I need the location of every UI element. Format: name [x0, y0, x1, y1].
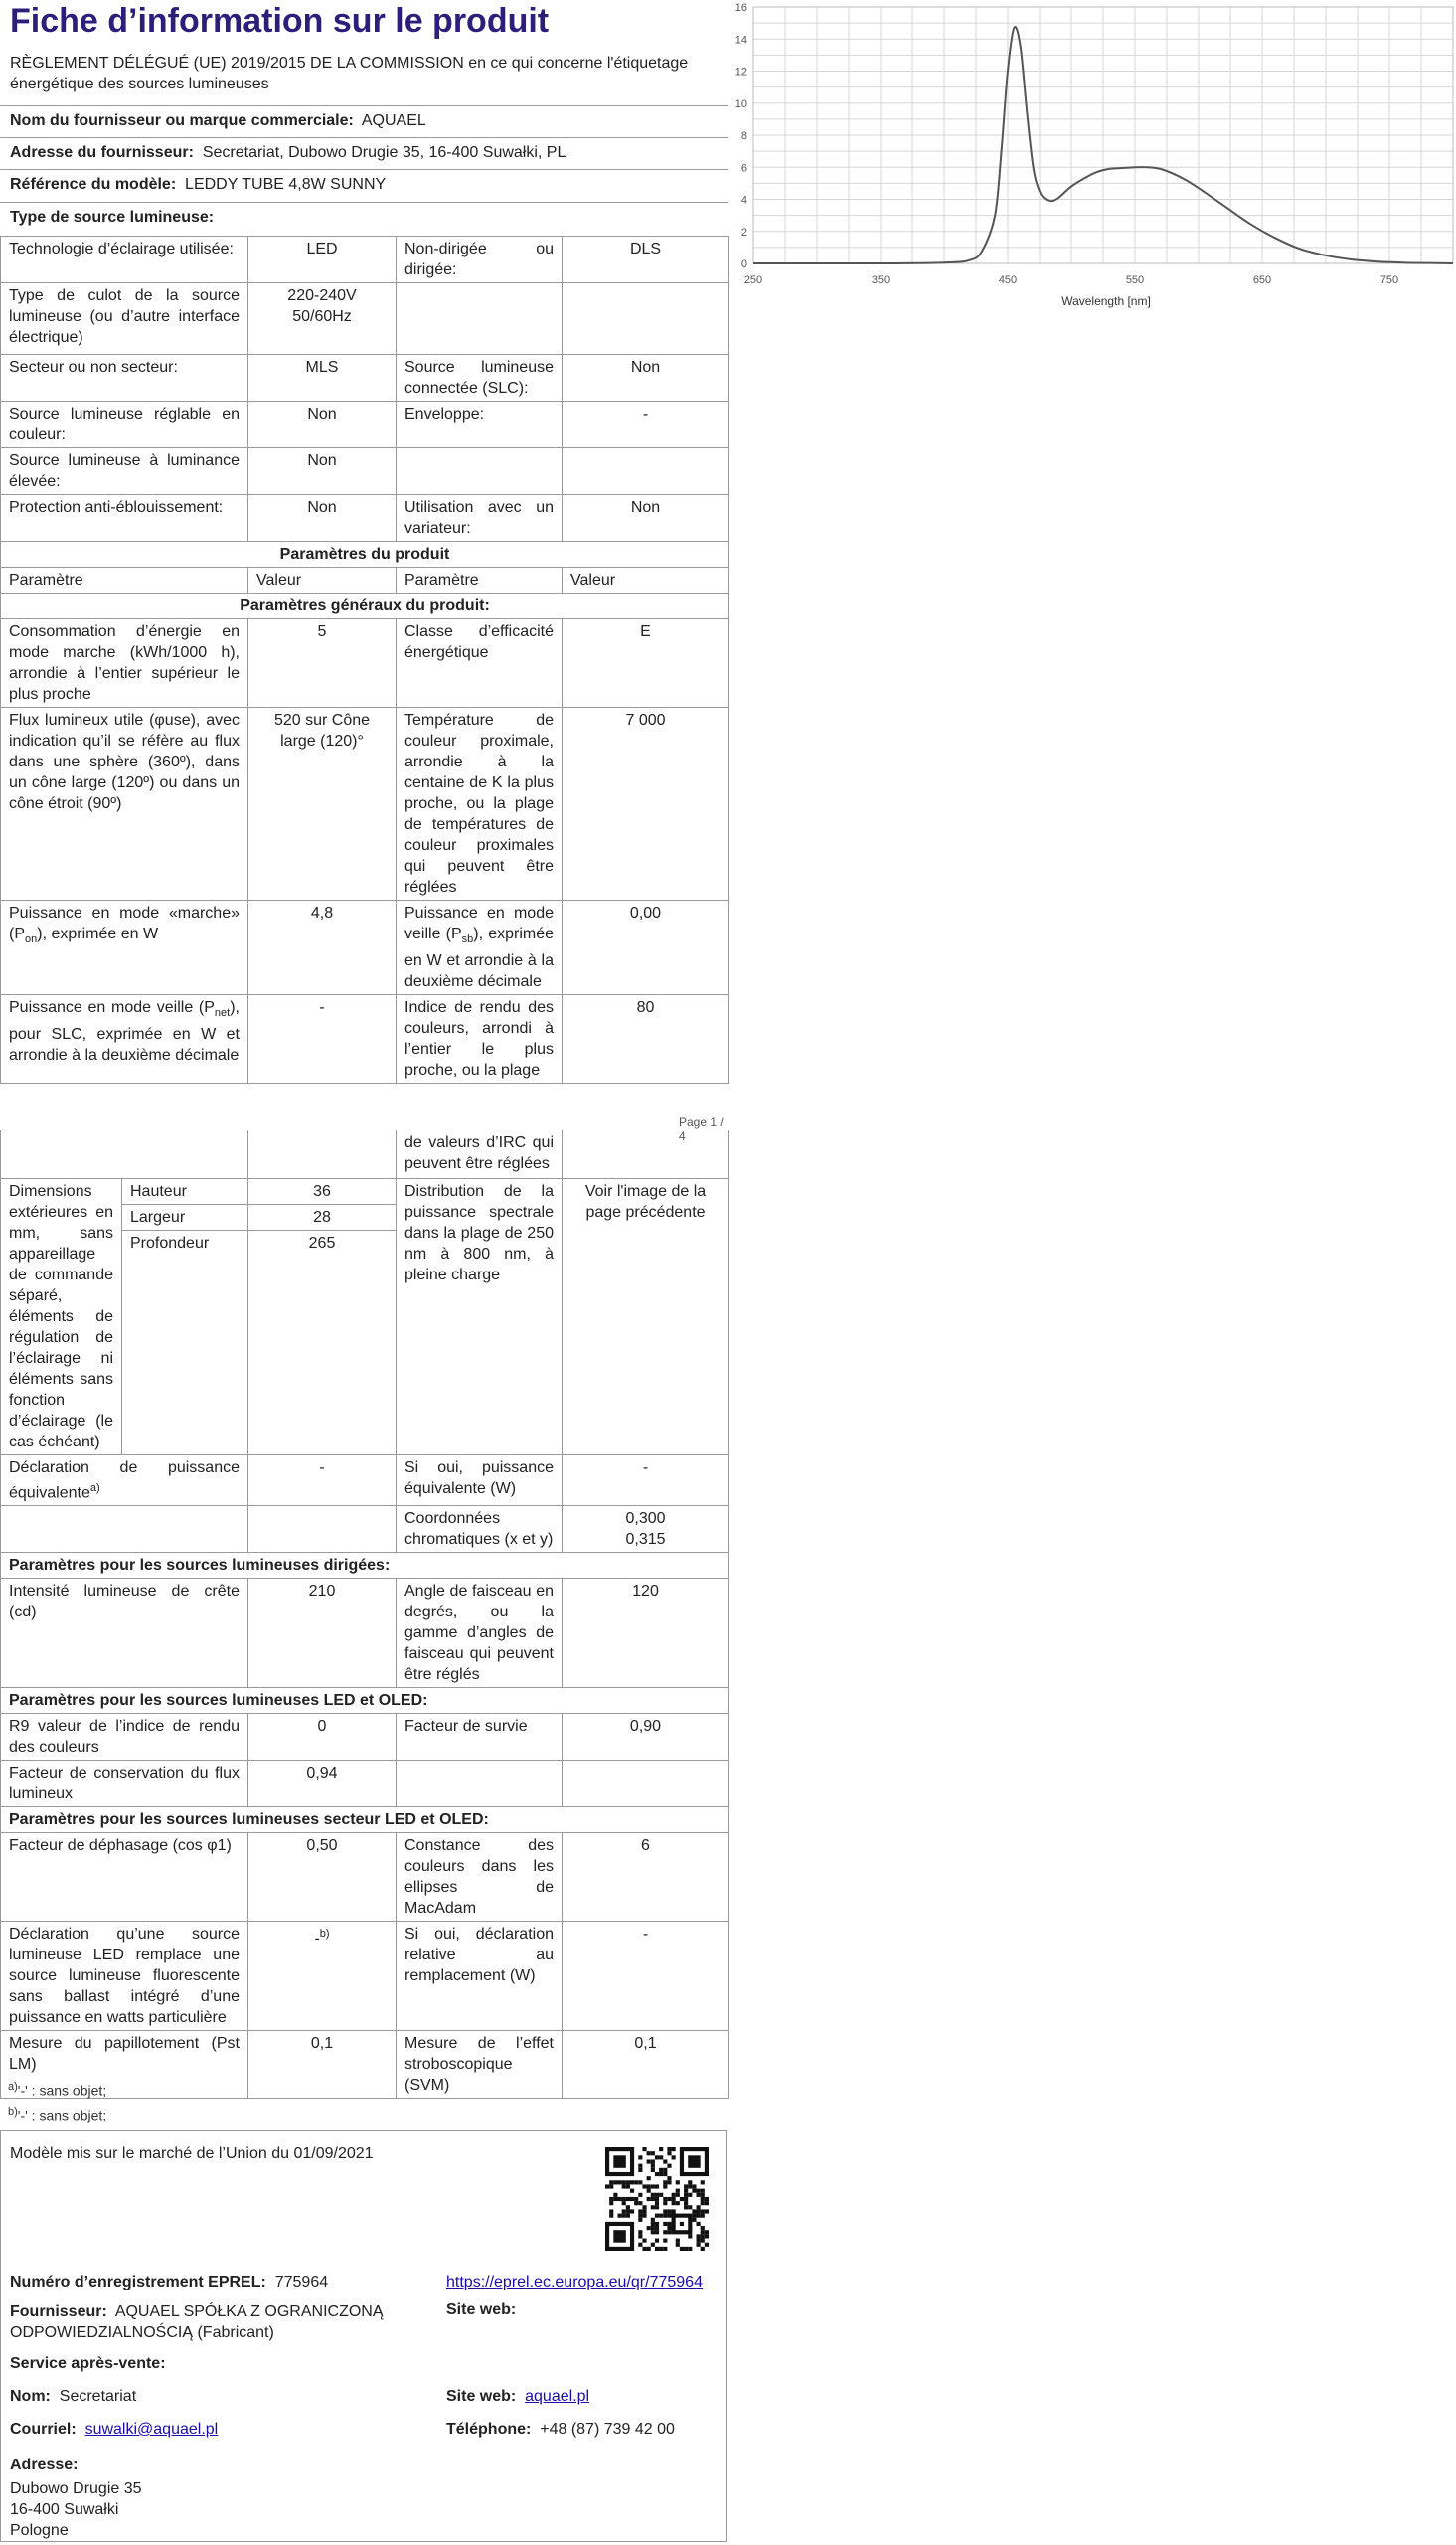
equiv-value: - — [248, 1454, 397, 1505]
macadam-value: 6 — [563, 1832, 729, 1921]
contact-site-row: Site web: aquael.pl — [446, 2388, 590, 2405]
table-row — [1, 1832, 729, 1921]
cct-value: 7 000 — [563, 708, 729, 901]
table-cell — [397, 448, 563, 495]
params-title: Paramètres du produit — [1, 542, 729, 568]
table-cell: - — [563, 402, 729, 448]
r9-label: R9 valeur de l’indice de rendu des couleurs — [1, 1713, 248, 1760]
psb-value: 0,00 — [563, 901, 729, 995]
qr-code-icon — [605, 2147, 709, 2251]
table-cell: LED — [248, 237, 397, 283]
page-title: Fiche d’information sur le produit — [10, 2, 550, 40]
registration-box — [0, 2130, 727, 2542]
table-row — [1, 1578, 729, 1687]
contact-name-row: Nom: Secretariat — [10, 2388, 137, 2405]
equiv-label: Déclaration de puissance équivalente$^{a)}$ — [1, 1454, 248, 1505]
class-value: E — [563, 619, 729, 708]
phone-row: Téléphone: +48 (87) 739 42 00 — [446, 2421, 675, 2438]
col-header-param: Paramètre — [1, 568, 248, 594]
x-tick-label: 750 — [1379, 274, 1399, 286]
col-header-value: Valeur — [248, 568, 397, 594]
table-row — [1, 1687, 729, 1713]
pon-label: Puissance en mode «marche» $(P_{on})$, exprimée en W — [1, 901, 248, 995]
y-tick-label: 10 — [734, 97, 747, 110]
table-row — [1, 594, 729, 619]
chroma-label: Coordonnées chromatiques (x et y) — [397, 1505, 563, 1552]
table-cell — [248, 1505, 397, 1552]
table-row — [1, 995, 729, 1084]
y-tick-label: 2 — [740, 226, 747, 239]
y-tick-label: 16 — [734, 2, 747, 14]
page-number: Page 1 / 4 — [679, 1115, 724, 1143]
table-row — [1, 619, 729, 708]
macadam-label: Constance des couleurs dans les ellipses de MacAdam — [397, 1832, 563, 1921]
energy-label: Consommation d’énergie en mode marche (kWh/1000 h), arrondie à l’entier supérieur le plus proche — [1, 619, 248, 708]
type-row — [0, 202, 728, 233]
flux-label: Flux lumineux utile (φuse), avec indication qu’il se réfère au flux dans une sphère (360º), dans un cône large (120º) ou dans un cône étroit (90º) — [1, 708, 248, 901]
general-params-title: Paramètres généraux du produit: — [1, 594, 729, 619]
table-row — [1, 1713, 729, 1760]
height-value: 36 — [248, 1178, 397, 1204]
psb-label: Puissance en mode veille $(P_{sb})$, exprimée en W et arrondie à la deuxième décimale — [397, 901, 563, 995]
survival-value: 0,90 — [563, 1713, 729, 1760]
energy-value: 5 — [248, 619, 397, 708]
directed-title: Paramètres pour les sources lumineuses dirigées: — [1, 1552, 729, 1578]
table-cell — [563, 1130, 729, 1178]
flicker-value: 0,1 — [248, 2030, 397, 2098]
table-row — [1, 355, 729, 402]
beam-value: 120 — [563, 1578, 729, 1687]
pnet-label: Puissance en mode veille $(P_{net})$, pour SLC, exprimée en W et arrondie à la deuxième décimale — [1, 995, 248, 1084]
site-web-label: Site web: — [446, 2301, 517, 2318]
market-date: Modèle mis sur le marché de l’Union du 01/09/2021 — [10, 2145, 374, 2162]
x-tick-label: 450 — [998, 274, 1018, 286]
site-link[interactable]: aquael.pl — [525, 2388, 590, 2405]
spd-label: Distribution de la puissance spectrale dans la plage de 250 nm à 800 nm, à pleine charge — [397, 1178, 563, 1454]
supplier-address-row — [0, 137, 728, 168]
table-row — [1, 1130, 729, 1178]
table-cell: MLS — [248, 355, 397, 402]
dims-label: Dimensions extérieures en mm, sans appareillage de commande séparé, éléments de régulation de l’éclairage ni éléments sans fonction d’éclairage (le cas échéant) — [1, 1178, 122, 1454]
table-row — [1, 237, 729, 283]
col-header-value: Valeur — [563, 568, 729, 594]
maint-label: Facteur de conservation du flux lumineux — [1, 1760, 248, 1806]
supplier-name-label: Nom du fournisseur ou marque commerciale: — [10, 112, 354, 129]
beam-label: Angle de faisceau en degrés, ou la gamme d’angles de faisceau qui peuvent être réglés — [397, 1578, 563, 1687]
table-cell: Non — [563, 495, 729, 542]
pon-value: 4,8 — [248, 901, 397, 995]
chroma-value: 0,300 0,315 — [563, 1505, 729, 1552]
y-tick-label: 14 — [734, 34, 747, 47]
service-label: Service après-vente: — [10, 2355, 166, 2372]
eprel-link[interactable]: https://eprel.ec.europa.eu/qr/775964 — [446, 2274, 703, 2290]
address-label: Adresse: — [10, 2457, 79, 2473]
table-cell: Source lumineuse à luminance élevée: — [1, 448, 248, 495]
table-cell — [397, 283, 563, 355]
table-cell — [1, 1130, 248, 1178]
depth-label: Profondeur — [122, 1230, 248, 1454]
y-tick-label: 12 — [734, 66, 747, 79]
replace-value: -$^{b)}$ — [248, 1921, 397, 2030]
type-table — [0, 236, 729, 1084]
table-row — [1, 1760, 729, 1806]
table-cell: Technologie d’éclairage utilisée: — [1, 237, 248, 283]
replace-label: Déclaration qu’une source lumineuse LED remplace une source lumineuse fluorescente sans ballast intégré d’une puissance en watts particulière — [1, 1921, 248, 2030]
spectrum-chart — [728, 0, 1456, 318]
x-tick-label: 650 — [1252, 274, 1272, 286]
mains-title: Paramètres pour les sources lumineuses secteur LED et OLED: — [1, 1806, 729, 1832]
table-row — [1, 448, 729, 495]
cri-label: Indice de rendu des couleurs, arrondi à l’entier le plus proche, ou la plage — [397, 995, 563, 1084]
table-row — [1, 1921, 729, 2030]
model-label: Référence du modèle: — [10, 176, 177, 193]
table-cell: Secteur ou non secteur: — [1, 355, 248, 402]
pnet-value: - — [248, 995, 397, 1084]
col-header-param: Paramètre — [397, 568, 563, 594]
table-cell: Source lumineuse réglable en couleur: — [1, 402, 248, 448]
model-row — [0, 169, 728, 200]
led-title: Paramètres pour les sources lumineuses LED et OLED: — [1, 1687, 729, 1713]
x-tick-label: 550 — [1125, 274, 1145, 286]
x-axis-label: Wavelength [nm] — [1061, 294, 1151, 308]
table-cell: Non — [248, 495, 397, 542]
peak-label: Intensité lumineuse de crête (cd) — [1, 1578, 248, 1687]
table-row — [1, 402, 729, 448]
equiv-if-label: Si oui, puissance équivalente (W) — [397, 1454, 563, 1505]
table-cell — [1, 1505, 248, 1552]
table-cell — [563, 283, 729, 355]
table-cell: 220-240V 50/60Hz — [248, 283, 397, 355]
maint-value: 0,94 — [248, 1760, 397, 1806]
table-cell: Utilisation avec un variateur: — [397, 495, 563, 542]
table-cell: Source lumineuse connectée (SLC): — [397, 355, 563, 402]
supplier-name-row — [0, 105, 728, 136]
width-value: 28 — [248, 1204, 397, 1230]
strobo-value: 0,1 — [563, 2030, 729, 2098]
table-row — [1, 568, 729, 594]
width-label: Largeur — [122, 1204, 248, 1230]
equiv-if-value: - — [563, 1454, 729, 1505]
y-tick-label: 0 — [740, 258, 747, 270]
table-row — [1, 901, 729, 995]
pf-value: 0,50 — [248, 1832, 397, 1921]
type-label: Type de source lumineuse: — [10, 209, 215, 226]
class-label: Classe d’efficacité énergétique — [397, 619, 563, 708]
table-cell: Enveloppe: — [397, 402, 563, 448]
height-label: Hauteur — [122, 1178, 248, 1204]
y-tick-label: 8 — [740, 130, 747, 142]
table-cell: Protection anti-éblouissement: — [1, 495, 248, 542]
table-row — [1, 542, 729, 568]
flux-value: 520 sur Cône large (120)° — [248, 708, 397, 901]
email-link[interactable]: suwalki@aquael.pl — [84, 2421, 219, 2438]
supplier-name-value: AQUAEL — [361, 112, 426, 129]
table-cell: Non — [563, 355, 729, 402]
address-value: Dubowo Drugie 35 16-400 Suwałki Pologne — [10, 2480, 142, 2539]
table-cell: Non — [248, 402, 397, 448]
table-row — [1, 1806, 729, 1832]
regulation-text: RÈGLEMENT DÉLÉGUÉ (UE) 2019/2015 DE LA COMMISSION en ce qui concerne l'étiquetage énergétique des sources lumineuses — [10, 55, 689, 92]
spd-value: Voir l'image de la page précédente — [563, 1178, 729, 1454]
cri-value: 80 — [563, 995, 729, 1084]
x-tick-label: 250 — [743, 274, 763, 286]
replace-if-label: Si oui, déclaration relative au remplacement (W) — [397, 1921, 563, 2030]
pf-label: Facteur de déphasage (cos φ1) — [1, 1832, 248, 1921]
table-row — [1, 1454, 729, 1505]
table-row — [1, 1552, 729, 1578]
x-tick-label: 350 — [871, 274, 890, 286]
supplier-row: Fournisseur: AQUAEL SPÓŁKA Z OGRANICZONĄ ODPOWIEDZIALNOŚCIĄ (Fabricant) — [10, 2303, 384, 2341]
table-row — [1, 708, 729, 901]
supplier-address-label: Adresse du fournisseur: — [10, 144, 194, 161]
eprel-row: Numéro d’enregistrement EPREL: 775964 — [10, 2274, 329, 2290]
table-row — [1, 1178, 729, 1204]
table-cell — [248, 1130, 397, 1178]
table-cell — [397, 1760, 563, 1806]
table-cell — [563, 448, 729, 495]
peak-value: 210 — [248, 1578, 397, 1687]
strobo-label: Mesure de l’effet stroboscopique (SVM) — [397, 2030, 563, 2098]
table-cell: Non — [248, 448, 397, 495]
supplier-address-value: Secretariat, Dubowo Drugie 35, 16-400 Suwałki, PL — [202, 144, 566, 161]
table-cell: DLS — [563, 237, 729, 283]
y-tick-label: 6 — [740, 162, 747, 175]
email-row: Courriel: suwalki@aquael.pl — [10, 2421, 219, 2438]
depth-value: 265 — [248, 1230, 397, 1454]
table-row — [1, 2030, 729, 2098]
r9-value: 0 — [248, 1713, 397, 1760]
table-cell: Non-dirigée ou dirigée: — [397, 237, 563, 283]
replace-if-value: - — [563, 1921, 729, 2030]
survival-label: Facteur de survie — [397, 1713, 563, 1760]
footnote-a: $^{a)}$'-' : sans objet; — [8, 2081, 107, 2099]
y-tick-label: 4 — [740, 194, 747, 207]
table-cell: Type de culot de la source lumineuse (ou d’autre interface électrique) — [1, 283, 248, 355]
table-row — [1, 283, 729, 355]
cct-label: Température de couleur proximale, arrondie à la centaine de K la plus proche, ou la plage de températures de couleur proximales qui peuvent être réglées — [397, 708, 563, 901]
dims-table — [0, 1130, 729, 2099]
flicker-label: Mesure du papillotement (Pst LM) — [1, 2030, 248, 2098]
table-cell — [563, 1760, 729, 1806]
table-row — [1, 495, 729, 542]
model-value: LEDDY TUBE 4,8W SUNNY — [185, 176, 387, 193]
footnote-b: $^{b)}$'-' : sans objet; — [8, 2106, 107, 2123]
cri-label-cont: de valeurs d’IRC qui peuvent être réglées — [397, 1130, 563, 1178]
table-row — [1, 1505, 729, 1552]
